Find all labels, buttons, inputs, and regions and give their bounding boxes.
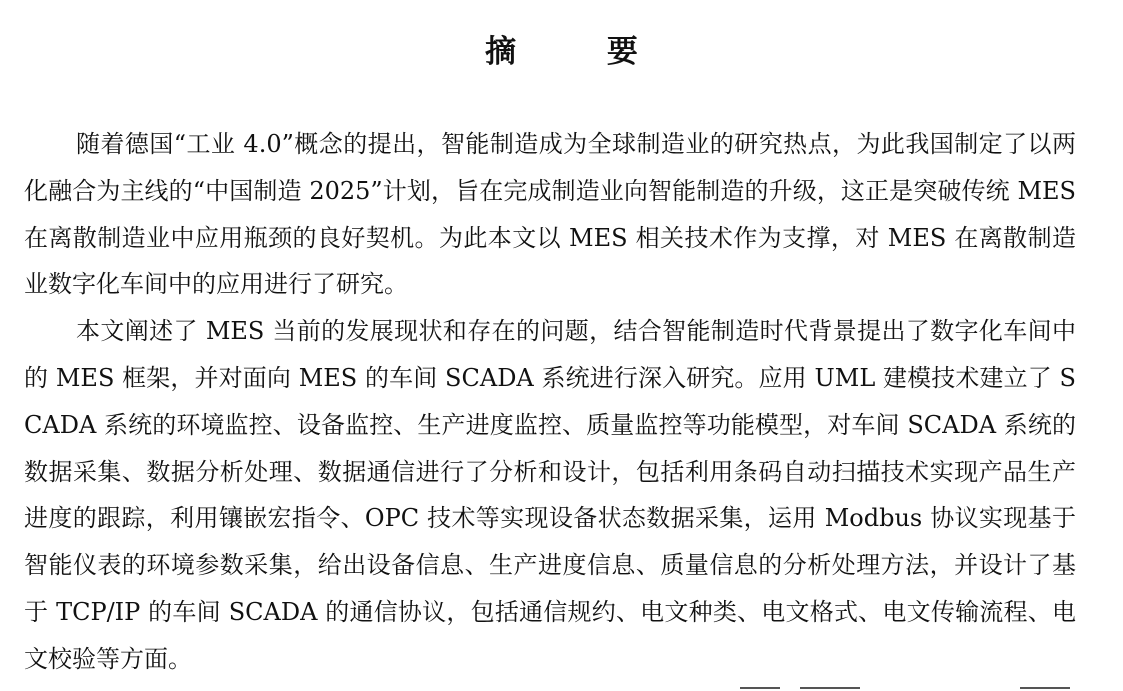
next-line-cropped-strokes [720, 684, 1080, 691]
abstract-paragraph-1: 随着德国“工业 4.0”概念的提出，智能制造成为全球制造业的研究热点，为此我国制定了以两化融合为主线的“中国制造 2025”计划，旨在完成制造业向智能制造的升级，这正是突破传统 MES 在离散制造业中应用瓶颈的良好契机。为此本文以 MES 相关技术作为支撑，对 MES 在离散制造业数字化车间中的应用进行了研究。 [24, 130, 1076, 299]
abstract-title: 摘 要 [485, 34, 678, 70]
abstract-body [24, 121, 1076, 683]
abstract-paragraph-2: 本文阐述了 MES 当前的发展现状和存在的问题，结合智能制造时代背景提出了数字化车间中的 MES 框架，并对面向 MES 的车间 SCADA 系统进行深入研究。应用 UML 建模技术建立了 SCADA 系统的环境监控、设备监控、生产进度监控、质量监控等功能模型，对车间 SCADA 系统的数据采集、数据分析处理、数据通信进行了分析和设计，包括利用条码自动扫描技术实现产品生产进度的跟踪，利用镶嵌宏指令、OPC 技术等实现设备状态数据采集，运用 Modbus 协议实现基于智能仪表的环境参数采集，给出设备信息、生产进度信息、质量信息的分析处理方法，并设计了基于 TCP/IP 的车间 SCADA 的通信协议，包括通信规约、电文种类、电文格式、电文传输流程、电文校验等方面。 [24, 317, 1076, 673]
